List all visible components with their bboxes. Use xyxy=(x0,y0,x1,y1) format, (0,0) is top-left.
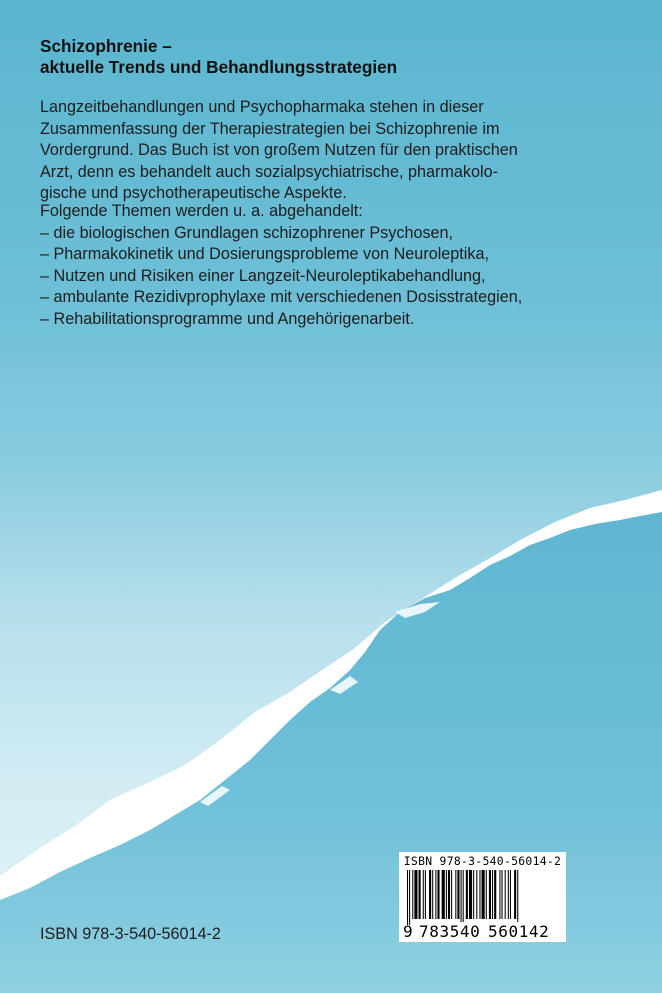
barcode-bar xyxy=(508,870,509,919)
barcode-bar xyxy=(429,870,431,919)
barcode-bar xyxy=(448,870,450,919)
barcode-digits-left: 783540 xyxy=(419,922,481,941)
title-line-2: aktuelle Trends und Behandlungsstrategien xyxy=(40,57,398,77)
barcode-digit-first: 9 xyxy=(403,922,413,941)
barcode-bars xyxy=(407,870,558,925)
barcode-bar xyxy=(510,870,511,919)
barcode-bar xyxy=(466,870,468,919)
title-line-1: Schizophrenie – xyxy=(40,36,172,56)
description-line: Vordergrund. Das Buch ist von großem Nutzen für den praktischen xyxy=(40,141,518,159)
barcode-bar xyxy=(442,870,445,919)
barcode-bar xyxy=(451,870,452,919)
barcode-bar xyxy=(473,870,474,919)
barcode-bar xyxy=(414,870,417,919)
barcode-bar xyxy=(407,870,408,925)
description-line: Arzt, denn es behandelt auch sozialpsychiatrische, pharmakolo- xyxy=(40,162,499,181)
barcode-bar xyxy=(419,870,421,919)
barcode-bar xyxy=(457,870,459,919)
barcode-bar xyxy=(461,870,462,925)
barcode-bar xyxy=(437,870,439,919)
barcode-bar xyxy=(425,870,426,919)
barcode-bar xyxy=(517,870,518,925)
barcode-bar xyxy=(514,870,516,919)
book-title xyxy=(40,36,640,78)
barcode-bar xyxy=(482,870,485,919)
topic-item: – Rehabilitationsprogramme und Angehörigenarbeit. xyxy=(40,309,415,328)
description-line: Zusammenfassung der Therapiestrategien bei Schizophrenie im xyxy=(40,119,500,138)
description-paragraph xyxy=(40,97,640,205)
barcode-bar xyxy=(463,870,464,925)
barcode-bar xyxy=(455,870,456,919)
description-line: gische und psychotherapeutische Aspekte. xyxy=(40,184,347,202)
barcode xyxy=(399,852,566,942)
topics-intro: Folgende Themen werden u. a. abgehandelt: xyxy=(40,202,363,220)
barcode-bar xyxy=(486,870,487,919)
barcode-bar xyxy=(494,870,496,919)
topics-section xyxy=(40,201,640,330)
barcode-bar xyxy=(499,870,500,919)
barcode-bar xyxy=(412,870,413,919)
barcode-bar xyxy=(502,870,503,919)
barcode-bar xyxy=(435,870,436,919)
barcode-bar xyxy=(432,870,433,919)
barcode-bar xyxy=(479,870,480,919)
topic-item: – Nutzen und Risiken einer Langzeit-Neuroleptikabehandlung, xyxy=(40,266,486,285)
barcode-bar xyxy=(423,870,424,919)
barcode-bar xyxy=(476,870,477,919)
description-line: Langzeitbehandlungen und Psychopharmaka stehen in dieser xyxy=(40,98,484,116)
barcode-bar xyxy=(446,870,447,919)
topic-item: – Pharmakokinetik und Dosierungsprobleme von Neuroleptika, xyxy=(40,245,489,263)
topics-list xyxy=(40,223,640,331)
barcode-bar xyxy=(409,870,410,925)
barcode-bar xyxy=(505,870,506,919)
barcode-isbn-header: ISBN 978-3-540-56014-2 xyxy=(403,854,562,868)
barcode-digits-right: 560142 xyxy=(488,922,550,941)
topic-item: – ambulante Rezidivprophylaxe mit verschiedenen Dosisstrategien, xyxy=(40,288,523,306)
barcode-bar xyxy=(469,870,472,919)
barcode-bar xyxy=(492,870,493,919)
barcode-bar xyxy=(489,870,491,919)
isbn-label: ISBN 978-3-540-56014-2 xyxy=(40,925,221,943)
topic-item: – die biologischen Grundlagen schizophrener Psychosen, xyxy=(40,223,454,242)
